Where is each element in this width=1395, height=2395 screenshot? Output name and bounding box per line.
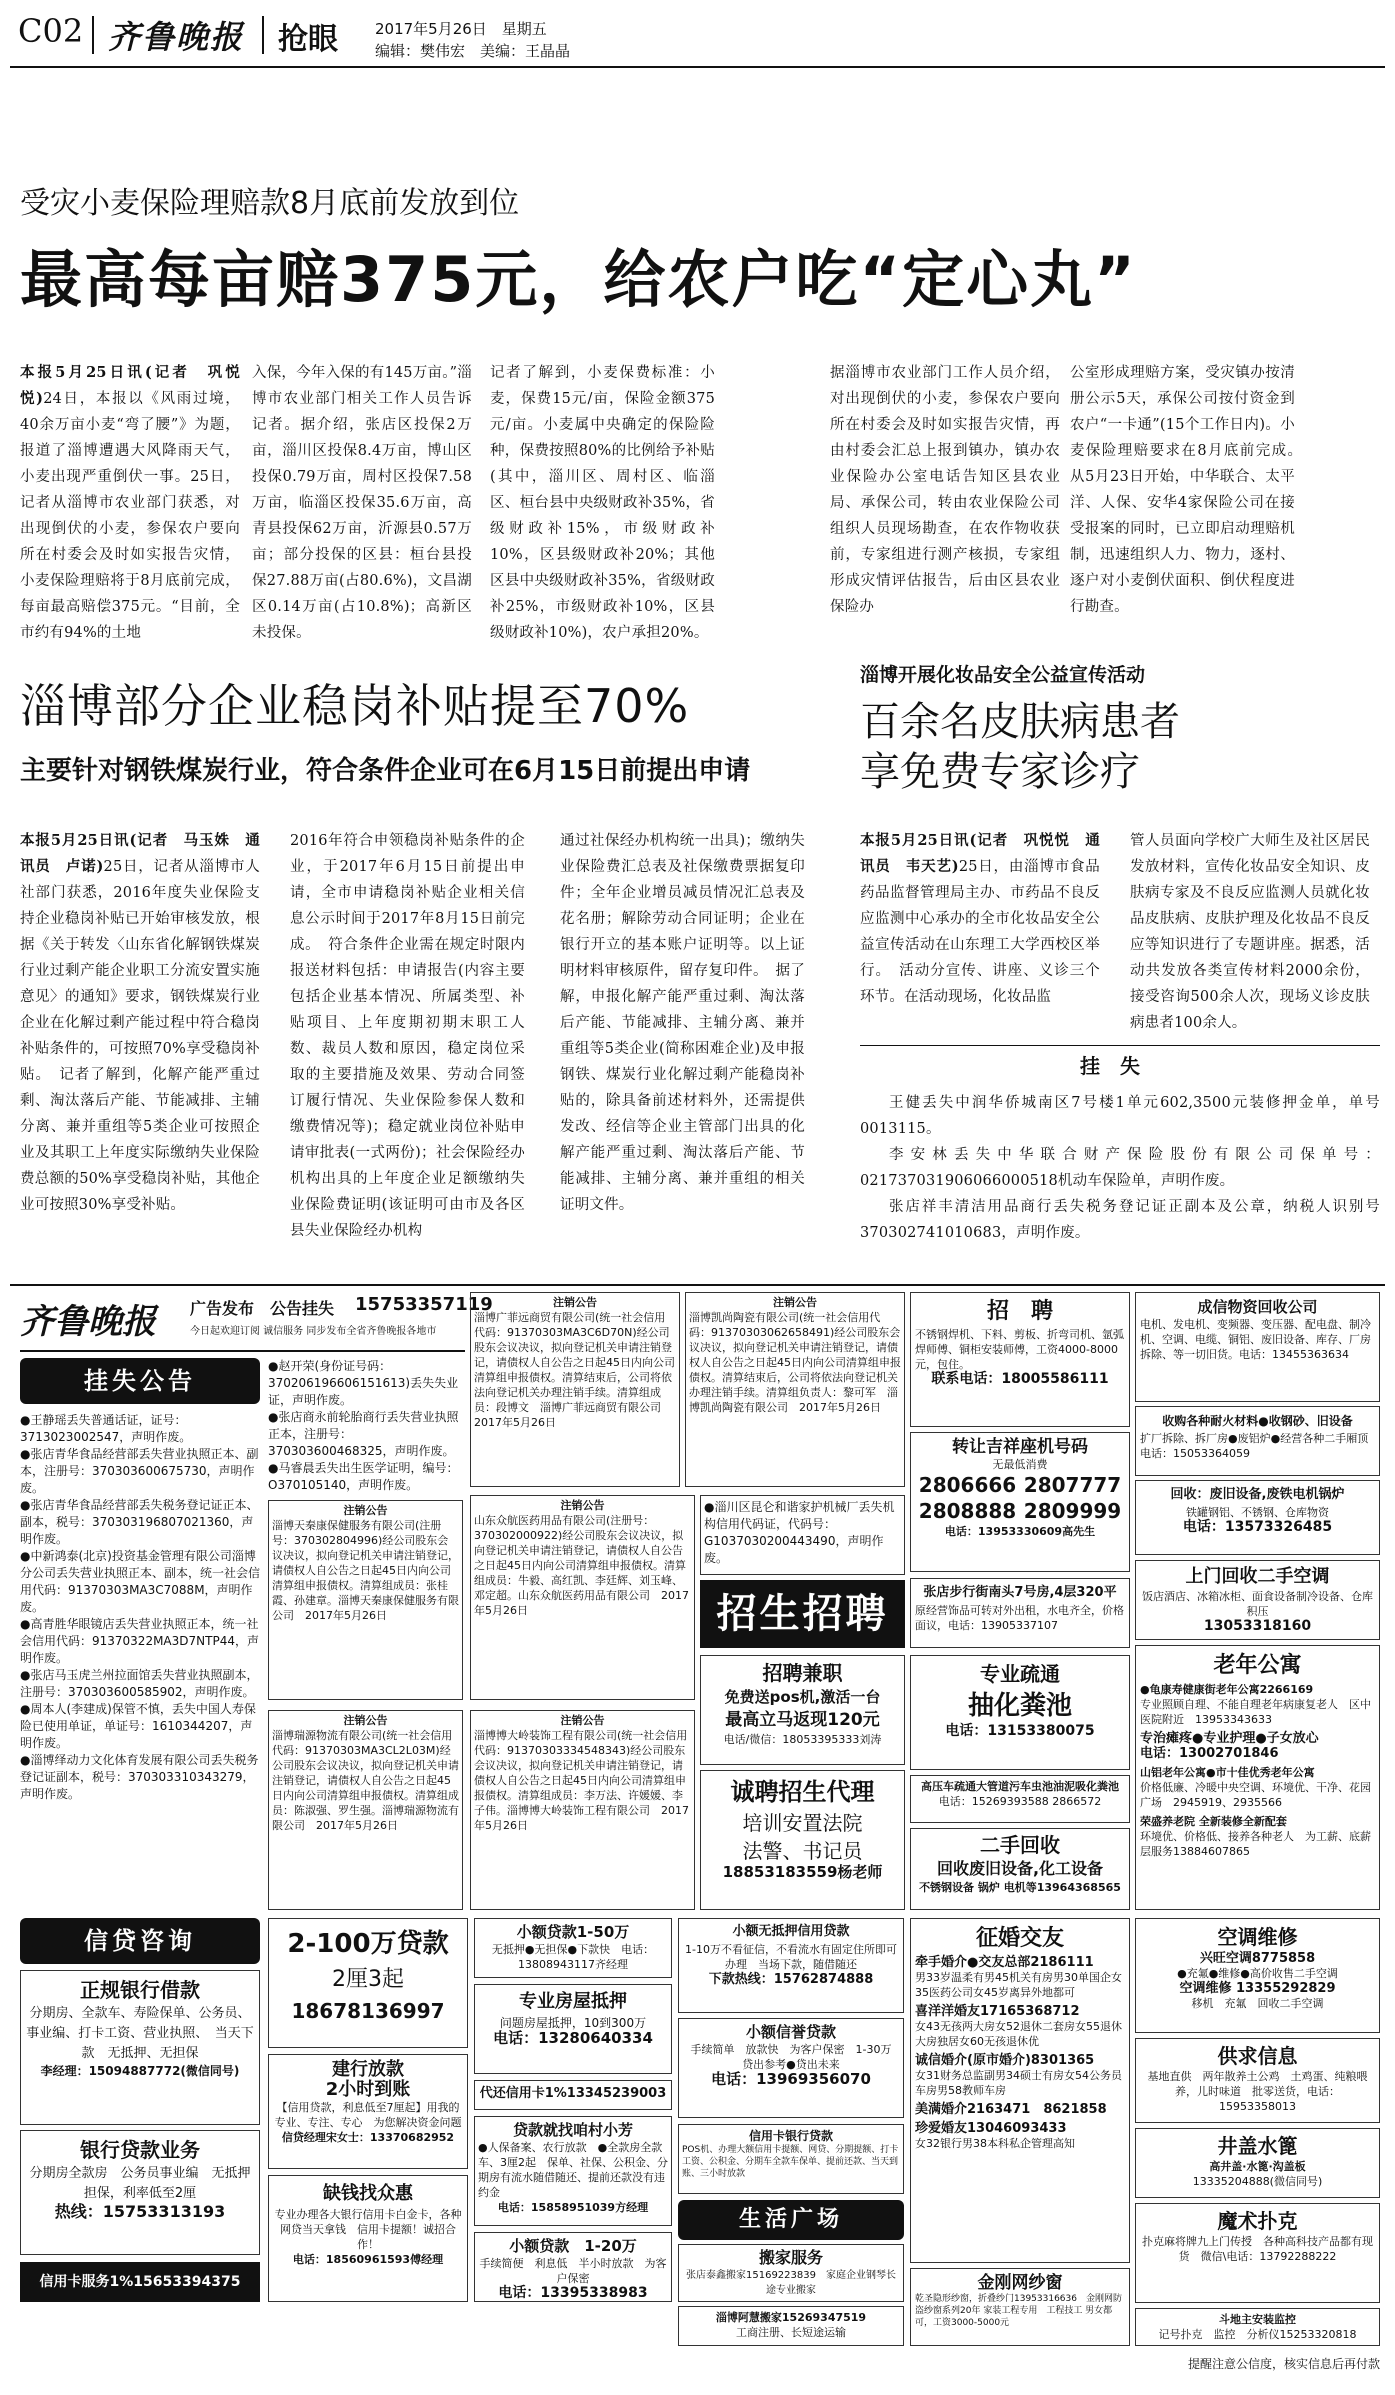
ad-unsecured-loan — [678, 1918, 904, 2013]
ad-small-loan-1 — [474, 1918, 672, 1978]
ad-title: 供求信息 — [1217, 2044, 1298, 2068]
ad-supply — [1135, 2038, 1380, 2123]
ads-lost-item: ●张店青华食品经营部丢失税务登记证正本、副本，税号：370303196807021360，声明作废。 — [20, 1498, 259, 1546]
ad-tel: 李经理：15094887772(微信同号) — [40, 2064, 240, 2078]
ad-title: 银行贷款业务 — [80, 2138, 200, 2162]
ad-body: 电机、发电机、变频器、变压器、配电盘、制冷机、空调、电缆、铜铝、废旧设备、库存、厂房拆除、等一切旧货。电话：13455363634 — [1140, 1318, 1371, 1361]
ad-line: 培训安置法院 — [742, 1811, 863, 1835]
credit-category: 信贷咨询 — [20, 1918, 260, 1964]
notice-body: 淄博广菲远商贸有限公司(统一社会信用代码：91370303MA3C6D70N)经公司股东会议决议，拟向登记机关申请注销登记，请债权人自公告之日起45日内向公司清算组申报债权。清算结束后，公司将依法向登记机关办理注销手续。清算组成员：段博文 淄博广菲远商贸有限公司 2017年5月26日 — [474, 1311, 675, 1429]
ad-body: 张店泰鑫搬家15169223839 家庭企业钢琴长途专业搬家 — [686, 2270, 896, 2296]
page-code: C02 — [18, 12, 84, 50]
ad-body: 扑克麻将牌九上门传授 各种高科技产品都有现货 微信\电话：13792288222 — [1142, 2235, 1373, 2263]
ad-magic-cards — [1135, 2203, 1380, 2303]
article1-col5: 公室形成理赔方案，受灾镇办按清册公示5天，承保公司按付资金到农户“一卡通”(15个工作日内)。小麦保险理赔要求在8月底前完成。 从5月23日开始，中华联合、太平洋、人保、安华4家保险公司在接受报案的同时，已立即启动理赔机制，迅速组织人力、物力，逐村、逐户对小麦倒伏面积、倒伏程度进行勘查。 — [1070, 365, 1310, 615]
ads-lost-item: ●高青胜华眼镜店丢失营业执照正本，统一社会信用代码：91370322MA3D7NTP44，声明作废。 — [20, 1617, 259, 1665]
ad-creditcard-loan — [678, 2124, 904, 2194]
ad-house-mortgage — [474, 1984, 672, 2074]
ad-title: 征婚交友 — [975, 1926, 1064, 1951]
ad-construction-bank — [268, 2054, 468, 2169]
ad-title: 专业疏通 — [980, 1662, 1060, 1686]
ad-title: 收购各种耐火材料●收钢砂、旧设备 — [1162, 1414, 1353, 1428]
ad-tel: 电话：15269393588 2866572 — [938, 1795, 1102, 1808]
ad-sub: 无最低消费 — [992, 1458, 1048, 1471]
notice — [700, 1495, 905, 1575]
ad-line: 兴旺空调8775858 — [1199, 1951, 1316, 1966]
article2-text1: 25日，记者从淄博市人社部门获悉，2016年度失业保险支持企业稳岗补贴已开始审核发放，根据《关于转发〈山东省化解钢铁煤炭行业过剩产能企业职工分流安置实施意见〉的通知》要求，钢铁煤炭行业企业在化解过剩产能过程中符合稳岗补贴条件的，可按照70%享受稳岗补贴。 记者了解到，化解产能严重过剩、淘汰落后产能、节能减排、主辅分离、兼并重组等5类企业可按照企业及其职工上年度实际缴纳失业保险费总额的50%享受稳岗补贴，其他企业可按照30%享受补贴。 — [20, 859, 261, 1213]
notice-title: 注销公告 — [343, 1504, 388, 1517]
ad-tel: 电话：13953330609高先生 — [944, 1525, 1096, 1538]
ad-body: 铁罐钢铝、不锈钢、仓库物资 — [1186, 1506, 1329, 1519]
article2-title: 淄博部分企业稳岗补贴提至70% — [20, 679, 690, 733]
ad-body: 专业办理各大银行信用卡白金卡，各种网贷当天拿钱 信用卡提额！诚招合作！ — [274, 2208, 462, 2251]
ad-body: POS机、办理大额信用卡提额、网贷、分期提额、打卡工资、公积金、分期车全款车保单、提前还款、当天到账、三小时放款 — [682, 2145, 899, 2179]
ad-title: 专业房屋抵押 — [519, 1991, 627, 2012]
ad-line: 牵手婚介●交友总部2186111 — [915, 1955, 1094, 1970]
ad-line: 男33岁温柔有男45机关有房男30单国企女35医药公司女45岁离异外地都可 — [915, 1971, 1122, 1999]
ad-line: 环境优、价格低、接养各种老人 为工薪、底薪层服务13884607865 — [1140, 1830, 1371, 1858]
ad-title: 魔术扑克 — [1217, 2209, 1298, 2233]
article3-title2: 享免费专家诊疗 — [860, 749, 1140, 795]
ad-tel: 电话：13280640334 — [493, 2029, 653, 2047]
ad-title: 淄博阿慧搬家15269347519 — [715, 2311, 867, 2324]
page-date: 2017年5月26日 星期五 — [375, 20, 547, 38]
ads-brand — [20, 1292, 493, 1352]
ad-title: 小额无抵押信用贷款 — [732, 1924, 850, 1939]
ad-body: 扩厂拆除、拆厂房●废铝炉●经营各种二手厢顶 电话：15053364059 — [1140, 1432, 1380, 1460]
ad-sub: 2小时到账 — [325, 2079, 411, 2100]
article2-byline: 本报5月25日讯(记者 马玉姝 通讯员 卢诺) — [20, 832, 260, 875]
notice — [470, 1292, 680, 1487]
phone-number: 2807777 — [1023, 1473, 1122, 1497]
ad-credit-loan — [678, 2018, 904, 2118]
notice-title: 注销公告 — [553, 1296, 597, 1309]
ad-agent — [700, 1770, 905, 1910]
life-category: 生活广场 — [678, 2200, 904, 2240]
article3-col1 — [860, 828, 1100, 1010]
ads-lost-item: ●张店商永前轮胎商行丢失营业执照正本，注册号：370303600468325，声明作废。 — [268, 1410, 459, 1458]
ad-line: 价格低廉、冷暖中央空调、环境优、干净、花园广场 2945919、2935566 — [1140, 1781, 1371, 1809]
header-rule — [10, 66, 1385, 68]
lost-list — [860, 1090, 1380, 1246]
ad-tel: 下款热线：15762874888 — [708, 1972, 874, 1987]
phone-grid — [915, 1472, 1125, 1524]
article2-subtitle: 主要针对钢铁煤炭行业，符合条件企业可在6月15日前提出申请 — [20, 756, 751, 786]
notice — [470, 1710, 695, 1910]
ad-title: 张店步行街南头7号房,4层320平 — [923, 1585, 1117, 1600]
ad-body: 问题房屋抵押，10到300万 — [499, 2016, 647, 2030]
ad-dredge — [910, 1655, 1130, 1770]
ad-hiring — [910, 1292, 1130, 1427]
article1-byline: 本报5月25日讯(记者 巩悦悦) — [20, 364, 240, 407]
article1-subtitle: 受灾小麦保险理赔款8月底前发放到位 — [20, 186, 520, 221]
ad-tel: 13335204888(微信同号) — [1192, 2175, 1323, 2188]
notice-title: 注销公告 — [773, 1296, 817, 1309]
notice-body: 淄博凯尚陶瓷有限公司(统一社会信用代码：91370303062658491)经公司股东会议决议，拟向登记机关申请注销登记，请债权人自公告之日起45日内向公司清算组申报债权。清算结束后，公司将依法向登记机关办理注销手续。清算组负责人：黎可军 淄博凯尚陶瓷有限公司 2017年5月26日 — [689, 1311, 901, 1414]
ads-lost-item: ●张店马玉虎兰州拉面馆丢失营业执照副本，注册号：370303600585902，声明作废。 — [20, 1668, 259, 1699]
ad-line: 空调维修 13355292829 — [1179, 1981, 1336, 1996]
page-editors: 编辑：樊伟宏 美编：王晶晶 — [375, 42, 571, 60]
ad-line: 法警、书记员 — [742, 1839, 863, 1863]
ad-body: 工商注册、长短途运输 — [736, 2326, 846, 2339]
ad-title: 小额信誉贷款 — [745, 2023, 836, 2041]
ad-bank-loan — [20, 1970, 260, 2125]
ad-title: 斗地主安装监控 — [1219, 2313, 1296, 2326]
ad-small-loan-2 — [474, 2232, 672, 2302]
ad-title: 井盖水篦 — [1217, 2134, 1298, 2158]
lost-title: 挂 失 — [1080, 1054, 1140, 1078]
lost-divider — [860, 1045, 1380, 1046]
ad-line: 女31财务总监副男34硕士有房女54公务员车房男58教师车房 — [915, 2069, 1122, 2097]
article3-byline: 本报5月25日讯(记者 巩悦悦 通讯员 韦天艺) — [860, 832, 1100, 875]
ad-title: 招聘兼职 — [762, 1661, 843, 1685]
ad-line: 免费送pos机,激活一台 — [724, 1688, 881, 1706]
ad-phone-numbers — [910, 1432, 1130, 1572]
ad-title: 成信物资回收公司 — [1197, 1298, 1318, 1316]
ad-credit-card: 信用卡服务1%15653394375 — [20, 2262, 260, 2302]
ad-tel: 信贷经理宋女士：13370682952 — [281, 2131, 455, 2144]
ad-title: 空调维修 — [1217, 1925, 1298, 1949]
article1-col3: 记者了解到，小麦保费标准：小麦，保费15元/亩，保险金额375元/亩。小麦属中央确定的保险险种，保费按照80%的比例给予补贴(其中，淄川区、周村区、临淄区、桓台县中央级财政补35%，省级财政补15%，市级财政补10%，区县级财政补20%；其他区县中央级财政补35%，省级财政补25%，市级财政补10%，区县级财政补10%)，农户承担20%。 — [490, 365, 715, 641]
ad-title: 招 聘 — [986, 1299, 1053, 1324]
ad-body: ●人保备案、农行放款 ●全款房全款车、3厘2起 保单、社保、公积金、分期房有流水随借随还、提前还款没有违约金 — [478, 2141, 668, 2199]
ad-line: 专业照顾自理、不能自理老年病康复老人 区中医院附近 13953343633 — [1140, 1698, 1371, 1726]
notice — [685, 1292, 905, 1487]
article3-text1: 25日，由淄博市食品药品监督管理局主办、市药品不良反应监测中心承办的全市化妆品安全公益宣传活动在山东理工大学西校区举行。 活动分宣传、讲座、义诊三个环节。在活动现场，化妆品监 — [860, 859, 1100, 1005]
ad-zhonghui — [268, 2175, 468, 2302]
ads-lost-item: ●马睿晨丢失出生医学证明，编号：O370105140，声明作废。 — [268, 1461, 459, 1492]
ad-body: 乾圣隐形纱窗，折叠纱门13953316636 金刚网防盗纱窗系列20年 家装工程专用 工程技工 男女都可，工资3000-5000元 — [915, 2294, 1122, 2328]
ad-aircon-recycle — [1135, 1560, 1380, 1640]
ad-title: 搬家服务 — [758, 2248, 823, 2267]
ad-tel: 热线：15753313193 — [54, 2202, 226, 2221]
article2-col2: 2016年符合申领稳岗补贴条件的企业，于2017年6月15日前提出申请，全市申请稳岗补贴企业相关信息公示时间于2017年8月15日前完成。 符合条件企业需在规定时限内报送材料包括：申请报告(内容主要包括企业基本情况、所属类型、补贴项目、上年度期初期末职工人数、裁员人数和原因，稳定岗位采取的主要措施及效果、劳动合同签订履行情况、失业保险参保人数和缴费情况等)；稳定就业岗位补贴申请审批表(一式两份)；社会保险经办机构出具的上年度企业足额缴纳失业保险费证明(该证明可由市及各区县失业保险经办机构 — [290, 833, 525, 1239]
ads-lost-item: ●张店青华食品经营部丢失营业执照正本、副本，注册号：370303600675730，声明作废。 — [20, 1447, 259, 1495]
article1-title: 最高每亩赔375元，给农户吃“定心丸” — [20, 243, 1137, 316]
ad-line: 女43无孩两大房女52退休二套房女55退休大房独居女60无孩退休优 — [915, 2020, 1122, 2048]
ad-line: 最高立马返现120元 — [725, 1710, 880, 1730]
notice-title: 注销公告 — [560, 1714, 605, 1727]
article1-text1: 24日，本报以《风雨过境，40余万亩小麦“弯了腰”》为题，报道了淄博遭遇大风降雨天气，小麦出现严重倒伏一事。25日，记者从淄博市农业部门获悉，对出现倒伏的小麦，参保农户要向所在村委会及时如实报告灾情，小麦保险理赔将于8月底前完成，每亩最高赔偿375元。“目前，全市约有94%的土地 — [20, 391, 240, 641]
ads-lost-item: ●中新鸿泰(北京)投资基金管理有限公司淄博分公司丢失营业执照正本、副本，统一社会信用代码：91370303MA3C7088M，声明作废。 — [20, 1549, 261, 1614]
ad-body: 1-10万不看征信，不看流水有固定住所即可办理 当场下款，随借随还 — [685, 1943, 897, 1971]
ad-loan-100 — [268, 1918, 468, 2048]
ad-body: 分期房、全款车、寿险保单、公务员、事业编、打卡工资、营业执照、 当天下款 无抵押、无担保 — [26, 2006, 254, 2061]
ad-highpressure — [910, 1775, 1130, 1823]
ad-moving — [678, 2244, 904, 2302]
ad-tel: 电话：18560961593傅经理 — [292, 2253, 444, 2266]
ads-brand-logo: 齐鲁晚报 — [20, 1302, 156, 1342]
ad-manhole — [1135, 2128, 1380, 2198]
ad-tel: 电话：13573326485 — [1182, 1519, 1333, 1535]
ad-title: 上门回收二手空调 — [1185, 1566, 1330, 1587]
ad-tel: 电话：13969356070 — [711, 2070, 871, 2088]
article1-col2: 入保，今年入保的有145万亩。”淄博市农业部门相关工作人员告诉记者。据介绍，张店区投保2万亩，淄川区投保8.4万亩，博山区投保0.79万亩，周村区投保7.58万亩，临淄区投保35.6万亩，高青县投保62万亩，沂源县0.57万亩；部分投保的区县：桓台县投保27.88万亩(占80.6%)，文昌湖区0.14万亩(占10.8%)；高新区未投保。 — [252, 365, 472, 641]
notice-body: 山东众航医药用品有限公司(注册号：370302000922)经公司股东会议决议，拟向登记机关申请注销登记，请债权人自公告之日起45日内向公司清算组申报债权。清算组成员：牛毅、高红凯、李廷辉、刘玉峰、邓定超。山东众航医药用品有限公司 2017年5月26日 — [474, 1514, 689, 1617]
ad-title: 回收：废旧设备,废铁电机锅炉 — [1170, 1487, 1345, 1502]
ad-body: 手续简单 放款快 为客户保密 1-30万 贷出参考●贷出未来 — [690, 2043, 903, 2071]
ad-bank-business — [20, 2130, 260, 2255]
ad-title: 缺钱找众惠 — [323, 2183, 413, 2204]
ad-recycle-2 — [1135, 1406, 1380, 1476]
notice-body: 淄博瑞源物流有限公司(统一社会信用代码：91370303MA3CL2L03M)经公司股东会议决议，拟向登记机关申请注销登记，请债权人自公告之日起45日内向公司清算组申报债权。清算组成员：陈淑强、罗生强。淄博瑞源物流有限公司 2017年5月26日 — [272, 1729, 459, 1832]
ad-title: 代还信用卡1%13345239003 — [479, 2086, 667, 2101]
notice — [470, 1495, 695, 1700]
ad-recycle-3 — [1135, 1480, 1380, 1555]
ads-rule — [10, 1284, 1385, 1286]
article1-col1 — [20, 360, 240, 646]
ad-line: 荣盛养老院 全新装修全新配套 — [1140, 1815, 1287, 1828]
ad-tel: 18678136997 — [291, 1999, 445, 2023]
header-divider — [92, 16, 94, 54]
ad-elder-home — [1135, 1645, 1380, 1910]
section-title: 抢眼 — [278, 22, 338, 57]
ads-brand-phone: 15753357119 — [355, 1294, 493, 1315]
header-divider-2 — [262, 16, 264, 54]
ad-recycle-1 — [1135, 1292, 1380, 1402]
ad-matchmaking — [910, 1918, 1130, 2263]
ads-lost-category: 挂失公告 — [20, 1358, 260, 1404]
ad-shop — [910, 1578, 1130, 1648]
ads-brand-note: 今日起欢迎订阅 诚信服务 同步发布全省齐鲁晚报各地市 — [190, 1326, 437, 1337]
notice-body: ●淄川区昆仑和谐家护机械厂丢失机构信用代码证，代码号：G1037030200443490，声明作废。 — [704, 1500, 895, 1565]
ad-tel: 18853183559杨老师 — [722, 1863, 883, 1881]
ad-title: 小额贷款1-50万 — [516, 1923, 630, 1941]
ad-line: 专治瘫疼●专业护理●子女放心 — [1140, 1731, 1319, 1746]
lost-item: 张店祥丰清洁用品商行丢失税务登记证正副本及公章，纳税人识别号370302741010683，声明作废。 — [860, 1199, 1380, 1241]
ad-tel: 联系电话：18005586111 — [931, 1371, 1109, 1387]
ad-body: 【信用贷款，利息低至7厘起】用我的专业、专注、专心 为您解决资金问题 — [274, 2101, 462, 2129]
phone-number: 2806666 — [918, 1473, 1017, 1497]
ad-body: 饭店酒店、冰箱冰柜、面食设备制冷设备、仓库积压 — [1142, 1590, 1373, 1618]
ad-body: 记号扑克 监控 分析仪15253320818 — [1158, 2328, 1357, 2341]
ad-body: 高井盖·水篦·沟盖板 — [1209, 2160, 1306, 2173]
notice — [268, 1500, 463, 1700]
ads-brand-sub: 广告发布 公告挂失 — [190, 1299, 335, 1318]
ad-body: 基地直供 两年散养土公鸡 土鸡蛋、纯粮喂养，儿时味道 批零送货，电话：15953358013 — [1147, 2070, 1368, 2113]
ad-title: 小额贷款 1-20万 — [509, 2237, 637, 2255]
ad-title: 诚聘招生代理 — [730, 1778, 875, 1806]
ad-title: 高压车疏通大管道污车虫池油泥吸化粪池 — [921, 1780, 1119, 1793]
phone-number: 2809999 — [1023, 1499, 1122, 1523]
recruit-banner: 招生招聘 — [700, 1580, 905, 1648]
ads-lost-list-2 — [268, 1358, 468, 1494]
ads-lost-item: ●周本人(李建成)保管不慎，丢失中国人寿保险已使用单证，单证号：1610344207，声明作废。 — [20, 1702, 256, 1750]
ad-title: 转让吉祥座机号码 — [952, 1437, 1088, 1457]
ad-body: 手续简便 利息低 半小时放款 为客户保密 — [479, 2257, 667, 2285]
ad-title: 建行放款 — [332, 2059, 404, 2080]
ad-sub: 2厘3起 — [332, 1967, 404, 1992]
ad-tel: 电话：13153380075 — [945, 1723, 1095, 1739]
ad-line: 移机 充氟 回收二手空调 — [1191, 1997, 1324, 2010]
ad-big: 抽化粪池 — [967, 1691, 1072, 1721]
article1-col4: 据淄博市农业部门工作人员介绍，对出现倒伏的小麦，参保农户要向所在村委会及时如实报告灾情，再由村委会汇总上报到镇办，镇办农业保险办公室电话告知区县农业局、承保公司，转由农业保险公司组织人员现场勘查，在农作物收获前，专家组进行测产核损，专家组形成灾情评估报告，后由区县农业保险办 — [830, 365, 1060, 615]
ad-tel: 电话：15858951039方经理 — [497, 2201, 649, 2214]
article3-col2: 管人员面向学校广大师生及社区居民发放材料，宣传化妆品安全知识、皮肤病专家及不良反应监测人员就化妆品皮肤病、皮肤护理及化妆品不良反应等知识进行了专题讲座。据悉，活动共发放各类宣传材料2000余份，接受咨询500余人次，现场义诊皮肤病患者100余人。 — [1130, 833, 1370, 1031]
ad-title: 信用卡银行贷款 — [748, 2129, 833, 2143]
notice-body: 淄博博大岭装饰工程有限公司(统一社会信用代码：91370303334548343)经公司股东会议决议，拟向登记机关申请注销登记，请债权人自公告之日起45日内向公司清算组申报债权。清算组成员：李万法、许媛媛、李子伟。淄博博大岭装饰工程有限公司 2017年5月26日 — [474, 1729, 689, 1832]
ad-body: 不锈钢焊机、下料、剪板、折弯司机、氩弧焊师傅、铜柜安装师傅，工资4000-8000元，包住。 — [915, 1328, 1124, 1371]
ads-lost-item: ●赵开荣(身份证号码：370206196606151613)丢失失业证，声明作废。 — [268, 1359, 459, 1407]
ad-village-loan — [474, 2116, 672, 2226]
ad-title: 二手回收 — [980, 1833, 1060, 1857]
page-footer: 提醒注意公信度，核实信息后再付款 — [1187, 2357, 1380, 2371]
ad-line: 美满婚介2163471 8621858 — [915, 2102, 1107, 2117]
ad-body: 回收废旧设备,化工设备 — [936, 1859, 1104, 1878]
page-header — [0, 0, 1395, 70]
article3-kicker: 淄博开展化妆品安全公益宣传活动 — [860, 664, 1146, 686]
ad-line: 山铝老年公寓●市十佳优秀老年公寓 — [1140, 1766, 1315, 1779]
notice — [268, 1710, 463, 1910]
ad-title: 2-100万贷款 — [287, 1929, 449, 1959]
ad-line: 诚信婚介(原市婚介)8301365 — [915, 2053, 1095, 2068]
ad-secondhand — [910, 1828, 1130, 1910]
ad-line: 电话：13002701846 — [1140, 1746, 1279, 1761]
notice-body: 淄博天秦康保健服务有限公司(注册号：370302804996)经公司股东会议决议，拟向登记机关申请注销登记，请债权人自公告之日起45日内向公司清算组申报债权。清算组成员：张桂霞、孙建章。淄博天秦康保健服务有限公司 2017年5月26日 — [272, 1519, 459, 1622]
ad-card-repay — [474, 2080, 672, 2110]
ad-line: 喜洋洋婚友17165368712 — [915, 2004, 1080, 2019]
ad-body: 无抵押●无担保●下款快 电话：13808943117齐经理 — [491, 1943, 655, 1971]
ad-line: ●龟康寿健康街老年公寓2266169 — [1140, 1683, 1314, 1696]
ad-tel: 电话：13395338983 — [498, 2285, 648, 2301]
ad-body: 分期房全款房 公务员事业编 无抵押担保，利率低至2厘 — [29, 2166, 251, 2201]
ad-line: 女32银行男38本科私企管理高知 — [915, 2137, 1075, 2150]
notice-title: 注销公告 — [560, 1499, 605, 1512]
phone-number: 2808888 — [918, 1499, 1017, 1523]
ad-screen-window — [910, 2268, 1130, 2346]
ad-foot: 不锈钢设备 锅炉 电机等13964368565 — [919, 1881, 1121, 1894]
notice-title: 注销公告 — [343, 1714, 388, 1727]
ads-lost-list — [20, 1412, 260, 1803]
ad-title: 正规银行借款 — [80, 1978, 200, 2002]
ad-title: 贷款就找咱村小芳 — [512, 2121, 633, 2139]
ad-line: 珍爱婚友13046093433 — [915, 2121, 1067, 2136]
lost-item: 王健丢失中润华侨城南区7号楼1单元602,3500元装修押金单，单号0013115。 — [860, 1095, 1380, 1137]
ad-title: 金刚网纱窗 — [977, 2273, 1063, 2293]
ad-aircon-repair — [1135, 1918, 1380, 2033]
ad-moving-2 — [678, 2306, 904, 2346]
ad-body: 原经营饰品可转对外出租，水电齐全，价格面议，电话：13905337107 — [915, 1604, 1124, 1632]
ads-lost-item: ●淄博绎动力文化体育发展有限公司丢失税务登记证副本，税号：370303310343279，声明作废。 — [20, 1753, 259, 1801]
ad-tel: 电话/微信：18053395333刘涛 — [723, 1733, 882, 1746]
ad-line: ●充氟●维修●高价收售二手空调 — [1177, 1967, 1338, 1980]
ad-title: 老年公寓 — [1213, 1653, 1302, 1678]
ads-lost-item: ●王静瑶丢失普通话证，证号：3713023002547，声明作废。 — [20, 1413, 192, 1444]
ad-tel: 13053318160 — [1203, 1618, 1312, 1634]
ad-parttime — [700, 1655, 905, 1765]
article3-title1: 百余名皮肤病患者 — [860, 699, 1180, 745]
paper-logo: 齐鲁晚报 — [108, 18, 245, 56]
lost-item: 李安林丢失中华联合财产保险股份有限公司保单号：021737031906066000518机动车保险单，声明作废。 — [860, 1147, 1380, 1189]
article2-col3: 通过社保经办机构统一出具)；缴纳失业保险费汇总表及社保缴费票据复印件；全年企业增员减员情况汇总表及花名册；解除劳动合同证明；企业在银行开立的基本账户证明等。以上证明材料审核原件，留存复印件。 据了解，申报化解产能严重过剩、淘汰落后产能、节能减排、主辅分离、兼并重组等5类企业(简称困难企业)及申报钢铁、煤炭行业化解过剩产能稳岗补贴的，除具备前述材料外，还需提供发改、经信等企业主管部门出具的化解产能严重过剩、淘汰落后产能、节能减排、主辅分离、兼并重组的相关证明文件。 — [560, 833, 805, 1213]
ad-monitor — [1135, 2308, 1380, 2346]
article2-col1 — [20, 828, 260, 1218]
